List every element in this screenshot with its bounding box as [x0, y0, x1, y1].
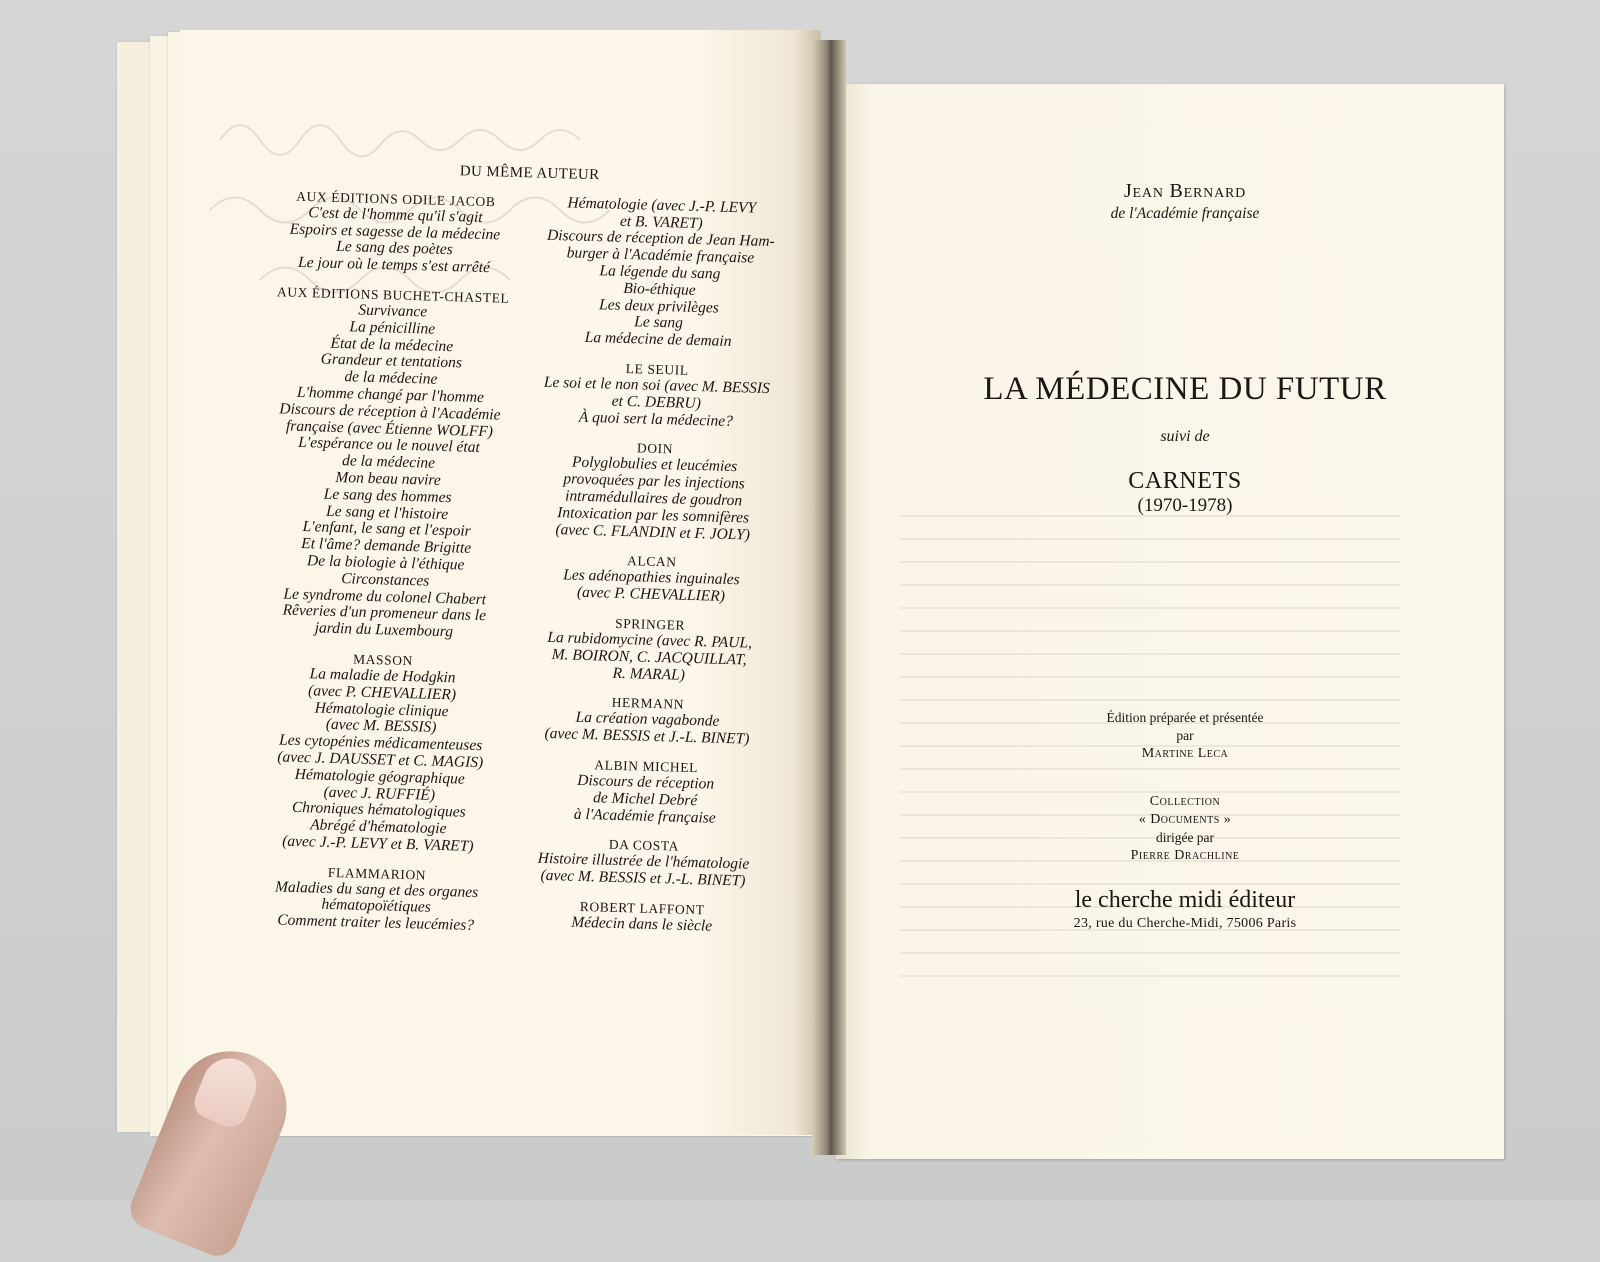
book-title-line: C'est de l'homme qu'il s'agit	[308, 203, 483, 226]
book-title-line: (avec J. RUFFIÉ)	[323, 783, 436, 804]
book-title-line: Et l'âme? demande Brigitte	[301, 535, 472, 557]
collection-dirigee: dirigée par	[1155, 830, 1215, 845]
collection-name: « Documents »	[1138, 812, 1232, 827]
author-affiliation: de l'Académie française	[1110, 205, 1260, 222]
book-title-line: Maladies du sang et des organes	[274, 878, 479, 901]
book-title-line: Les adénopathies inguinales	[562, 566, 740, 589]
publisher-block	[257, 283, 521, 643]
publisher-name: LE SEUIL	[625, 360, 689, 378]
book-title-line: Polyglobulies et leucémies	[571, 453, 738, 476]
subtitle-years: (1970-1978)	[1137, 495, 1233, 516]
book-title-line: Discours de réception	[577, 771, 715, 793]
edition-line: Édition préparée et présentée	[1106, 710, 1264, 725]
publisher-block	[518, 754, 774, 828]
publisher-name: AUX ÉDITIONS ODILE JACOB	[296, 188, 496, 210]
book-title-line: Le sang des poètes	[335, 238, 454, 259]
book-title-line: Espoirs et sagesse de la médecine	[289, 220, 501, 244]
book-title-line: La rubidomycine (avec R. PAUL,	[547, 628, 753, 652]
book-title-line: État de la médecine	[330, 334, 454, 355]
publisher-block	[267, 187, 523, 278]
book-title-line: Discours de réception de Jean Ham-	[546, 227, 775, 251]
book-title-line: L'homme changé par l'homme	[296, 383, 485, 407]
book-title-line: La maladie de Hodgkin	[309, 665, 456, 687]
book-title-line: Bio-éthique	[623, 279, 696, 299]
publisher-name: HERMANN	[611, 695, 685, 713]
book-title-line: (avec M. BESSIS et J.-L. BINET)	[540, 866, 746, 890]
book-title-line: Médecin dans le siècle	[571, 913, 713, 935]
publisher-name: ALCAN	[626, 553, 677, 570]
collection-label: Collection	[1149, 794, 1221, 809]
suivi-de: suivi de	[1160, 428, 1210, 445]
title-page	[905, 170, 1465, 932]
book-title-line: (avec P. CHEVALLIER)	[307, 681, 457, 704]
publisher-name: DA COSTA	[608, 837, 680, 854]
book-title-line: Les deux privilèges	[598, 295, 720, 317]
publisher-block	[251, 648, 511, 857]
publisher-block	[522, 612, 778, 686]
book-title-line: Les cytopénies médicamenteuses	[278, 731, 483, 755]
edition-par: par	[1176, 728, 1194, 743]
book-title-line: Mon beau navire	[335, 468, 441, 489]
book-title-line: et C. DEBRU)	[611, 392, 702, 412]
book-title-line: (avec M. BESSIS)	[325, 716, 437, 737]
book-title-line: Comment traiter les leucémies?	[277, 911, 475, 935]
book-title-line: Chroniques hématologiques	[291, 799, 466, 822]
publisher-block	[525, 437, 782, 545]
book-title-line: (avec C. FLANDIN et F. JOLY)	[555, 520, 751, 544]
book-title-line: à l'Académie française	[573, 805, 716, 827]
book-title-line: provoquées par les injections	[563, 470, 746, 493]
publisher-name: ROBERT LAFFONT	[579, 898, 705, 918]
book-title-line: La pénicilline	[349, 318, 436, 338]
book-title-line: M. BOIRON, C. JACQUILLAT,	[551, 645, 747, 669]
book-title-line: Abrégé d'hématologie	[309, 816, 447, 838]
book-title-line: (avec P. CHEVALLIER)	[576, 583, 726, 606]
book-title-line: L'espérance ou le nouvel état	[298, 434, 480, 457]
publisher-name: ALBIN MICHEL	[594, 757, 699, 776]
book-title-line: Le soi et le non soi (avec M. BESSIS	[543, 373, 770, 398]
book-title-line: jardin du Luxembourg	[314, 619, 454, 641]
book-title-line: Circonstances	[340, 569, 430, 590]
book-title-line: burger à l'Académie française	[566, 244, 755, 267]
publisher-block	[516, 833, 771, 891]
book-title-line: Le sang des hommes	[323, 485, 452, 506]
book-gutter	[812, 40, 846, 1155]
book-title-line: L'enfant, le sang et l'espoir	[302, 518, 471, 541]
book-title-line: De la biologie à l'éthique	[306, 552, 465, 574]
editor-name: Martine Leca	[1141, 746, 1229, 761]
publisher-block	[520, 692, 775, 750]
book-title-line: Le sang et l'histoire	[325, 502, 449, 523]
book-title-line: Hématologie (avec J.-P. LEVY	[567, 194, 757, 217]
book-title-line: À quoi sert la médecine?	[578, 408, 734, 430]
publisher-name: MASSON	[352, 651, 414, 669]
publisher-block	[524, 550, 779, 608]
publisher-block	[529, 357, 785, 431]
author-name: Jean Bernard	[1123, 180, 1247, 202]
book-subtitle: CARNETS	[1128, 468, 1242, 494]
book-title: LA MÉDECINE DU FUTUR	[983, 371, 1387, 407]
book-title-line: Discours de réception à l'Académie	[279, 400, 501, 424]
publisher-name: le cherche midi éditeur	[1074, 887, 1296, 913]
left-page-text	[248, 158, 790, 955]
publisher-name: AUX ÉDITIONS BUCHET-CHASTEL	[276, 284, 510, 306]
book-title-line: Le sang	[633, 313, 684, 332]
book-title-line: Histoire illustrée de l'hématologie	[537, 850, 750, 873]
book-title-line: Hématologie clinique	[314, 698, 449, 720]
book-title-line: (avec J. DAUSSET et C. MAGIS)	[277, 748, 484, 772]
book-title-line: de Michel Debré	[592, 788, 698, 809]
book-title-line: Grandeur et tentations	[320, 350, 463, 372]
publisher-name: SPRINGER	[614, 615, 686, 633]
publisher-name: FLAMMARION	[327, 864, 427, 883]
publisher-block	[531, 194, 789, 352]
book-title-line: La légende du sang	[599, 262, 721, 283]
publisher-name: DOIN	[636, 440, 674, 457]
book-title-line: (avec J.-P. LEVY et B. VARET)	[281, 832, 474, 855]
book-title-line: La médecine de demain	[584, 329, 732, 351]
collection-director: Pierre Drachline	[1130, 848, 1240, 863]
book-title-line: Le jour où le temps s'est arrêté	[297, 254, 491, 277]
book-title-line: Le syndrome du colonel Chabert	[283, 585, 487, 608]
book-title-line: hématopoïétiques	[321, 896, 432, 917]
publisher-block	[248, 861, 504, 935]
book-title-line: R. MARAL)	[612, 664, 686, 684]
bibliography-column-right	[514, 194, 789, 955]
publisher-address: 23, rue du Cherche-Midi, 75006 Paris	[1073, 916, 1297, 931]
book-title-line: et B. VARET)	[619, 212, 703, 232]
book-title-line: Intoxication par les somnifères	[557, 503, 750, 527]
bibliography-column-left	[248, 187, 523, 948]
book-title-line: Rêveries d'un promeneur dans le	[282, 601, 487, 625]
book-title-line: (avec M. BESSIS et J.-L. BINET)	[544, 725, 750, 748]
book-title-line: de la médecine	[341, 452, 436, 472]
book-title-line: française (avec Étienne WOLFF)	[285, 417, 494, 440]
bibliography-heading: DU MÊME AUTEUR	[459, 163, 600, 184]
book-title-line: de la médecine	[344, 368, 438, 388]
book-title-line: intramédullaires de goudron	[564, 487, 743, 510]
book-title-line: Survivance	[358, 301, 428, 321]
publisher-block	[515, 896, 770, 937]
book-title-line: Hématologie géographique	[294, 765, 465, 788]
book-title-line: La création vagabonde	[575, 709, 720, 731]
